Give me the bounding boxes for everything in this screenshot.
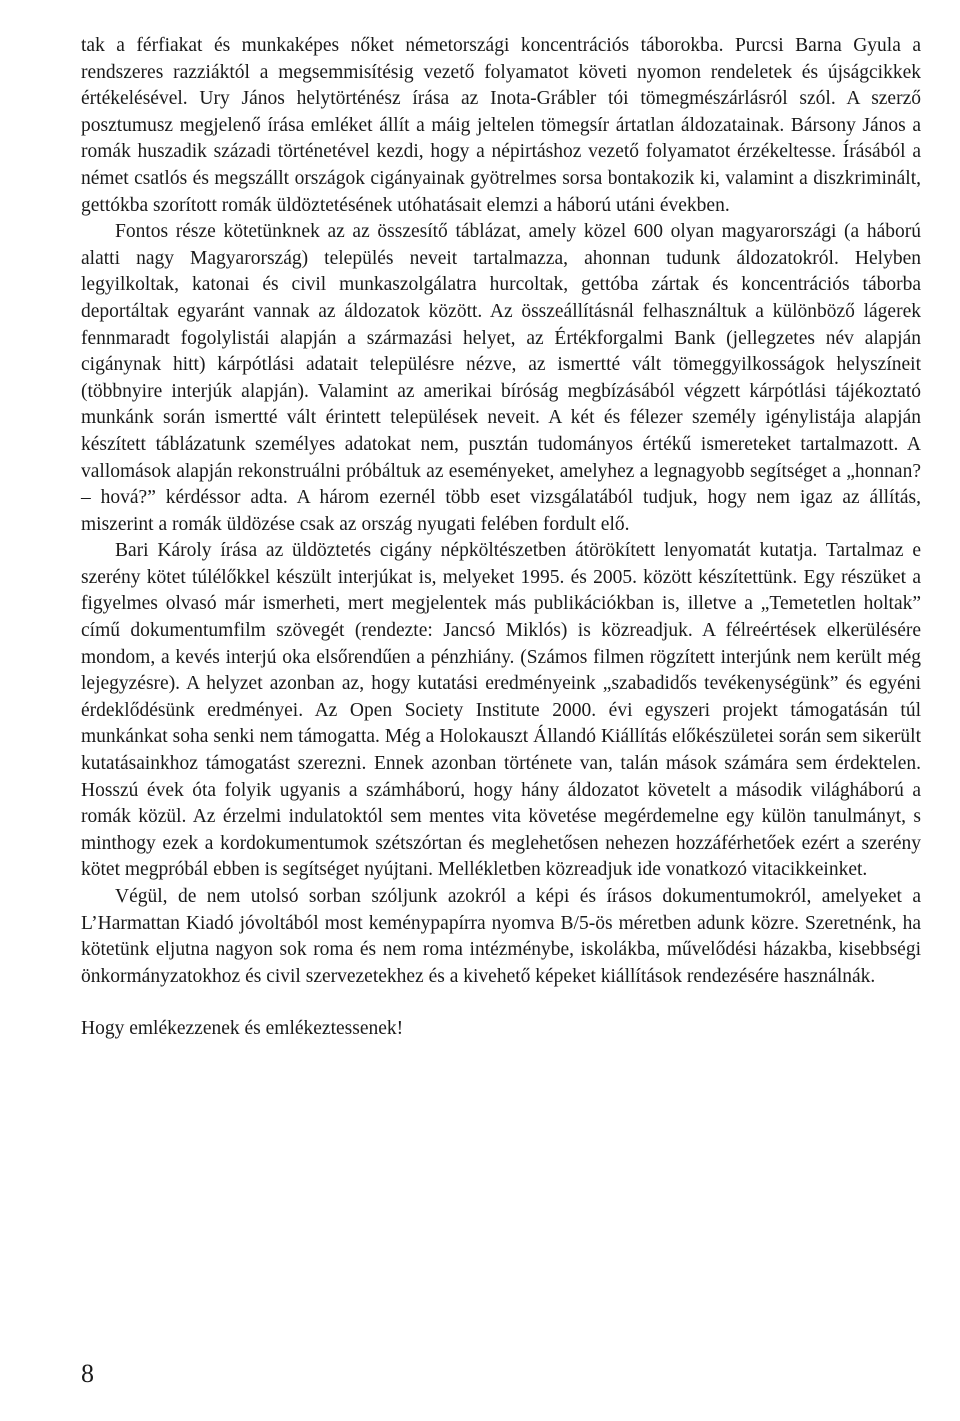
paragraph-summary-table: Fontos része kötetünknek az az összesítő táblázat, amely közel 600 olyan magyarországi (a háború alatti nagy Magyarország) település neveit tartalmazza, ahonnan tudunk áldozatokról. Helyben legyilkoltak, katonai és civil munkaszolgálatra hurcoltak, gettóba zártak és koncentrációs táborba deportáltak egyaránt vannak az áldozatok között. Az összeállításnál felhasználtuk a különböző lágerek fennmaradt fogolylistái alapján a származási helyet, az Értékforgalmi Bank (jellegzetes név alapján cigánynak hitt) kárpótlási adatait településre nézve, az ismertté vált tömeggyilkosságok helyszíneit (többnyire interjúk alapján). Valamint az amerikai bíróság megbízásából végzett kárpótlási tájékoztató munkánk során ismertté vált érintett települések neveit. A két és félezer személy igénylistája alapján készített táblázatunk személyes adatokat nem, pusztán tudományos értékű ismereteket tartalmazott. A vallomások alapján rekonstruálni próbáltuk az eseményeket, amelyhez a legnagyobb segítséget a „honnan? – hová?” kérdéssor adta. A három ezernél több eset vizsgálatából tudjuk, hogy nem igaz az állítás, miszerint a romák üldözése csak az ország nyugati felében fordult elő.	[81, 221, 921, 535]
page-number: 8	[81, 1359, 94, 1388]
paragraph-continuation: tak a férfiakat és munkaképes nőket németországi koncentrációs táborokba. Purcsi Barna Gyula a rendszeres razziáktól a megsemmisítésig vezető folyamatot követi nyomon rendeletek és újságcikkek értékelésével. Ury János helytörténész írása az Inota-Grábler tói tömegmészárlásról szól. A szerző posztumusz megjelenő írása emléket állít a máig jeltelen tömegsír ártatlan áldozatainak. Bársony János a romák huszadik századi történetével kezdi, hogy a népirtáshoz vezető folyamatot érzékeltesse. Írásából a német csatlós és megszállt országok cigányainak gyötrelmes sorsa bontakozik ki, valamint a diszkriminált, gettókba szorított romák üldöztetésének utóhatásait elemzi a háború utáni években.	[81, 35, 921, 216]
paragraph-interviews: Bari Károly írása az üldöztetés cigány népköltészetben átörökített lenyomatát kutatja. Tartalmaz e szerény kötet túlélőkkel készült interjúkat is, melyeket 1995. és 2005. között készítettünk. Egy részüket a figyelmes olvasó már ismerheti, mert megjelentek más publikációkban is, illetve a „Temetetlen holtak” című dokumentumfilm szövegét (rendezte: Jancsó Miklós) is közreadjuk. A félreértések elkerülésére mondom, a kevés interjú oka elsőrendűen a pénzhiány. (Számos filmen rögzített interjúnk nem került még lejegyzésre). A helyzet azonban az, hogy kutatási eredményeink „szabadidős tevékenységünk” és egyéni érdeklődésünk eredményei. Az Open Society Institute 2000. évi egyszeri projekt támogatásán túl munkánkat soha senki nem támogatta. Még a Holokauszt Állandó Kiállítás előkészületei során sem sikerült kutatásainkhoz támogatást szerezni. Ennek azonban története van, talán mások számára sem érdektelen. Hosszú évek óta folyik ugyanis a számháború, hogy hány áldozatot követelt a második világháború a romák közül. Az érzelmi indulatoktól sem mentes vita követése megérdemelne egy külön tanulmányt, s minthogy ezek a kordokumentumok szétszórtan és meglehetősen nehezen hozzáférhetőek ezért a szerény kötet megpróbál ebben is segítséget nyújtani. Mellékletben közreadjuk ide vonatkozó vitacikkeinket.	[81, 540, 921, 881]
page-body	[81, 33, 921, 1043]
paragraph-documents: Végül, de nem utolsó sorban szóljunk azokról a képi és írásos dokumentumokról, amelyeket a L’Harmattan Kiadó jóvoltából most keménypapírra nyomva B/5-ös méretben adunk közre. Szeretnénk, ha kötetünk eljutna nagyon sok roma és nem roma intézménybe, iskolákba, művelődési házakba, kisebbségi önkormányzatokhoz és civil szervezetekhez és a kivehető képeket kiállítások rendezésére használnák.	[81, 886, 921, 987]
closing-line: Hogy emlékezzenek és emlékeztessenek!	[81, 1018, 404, 1040]
